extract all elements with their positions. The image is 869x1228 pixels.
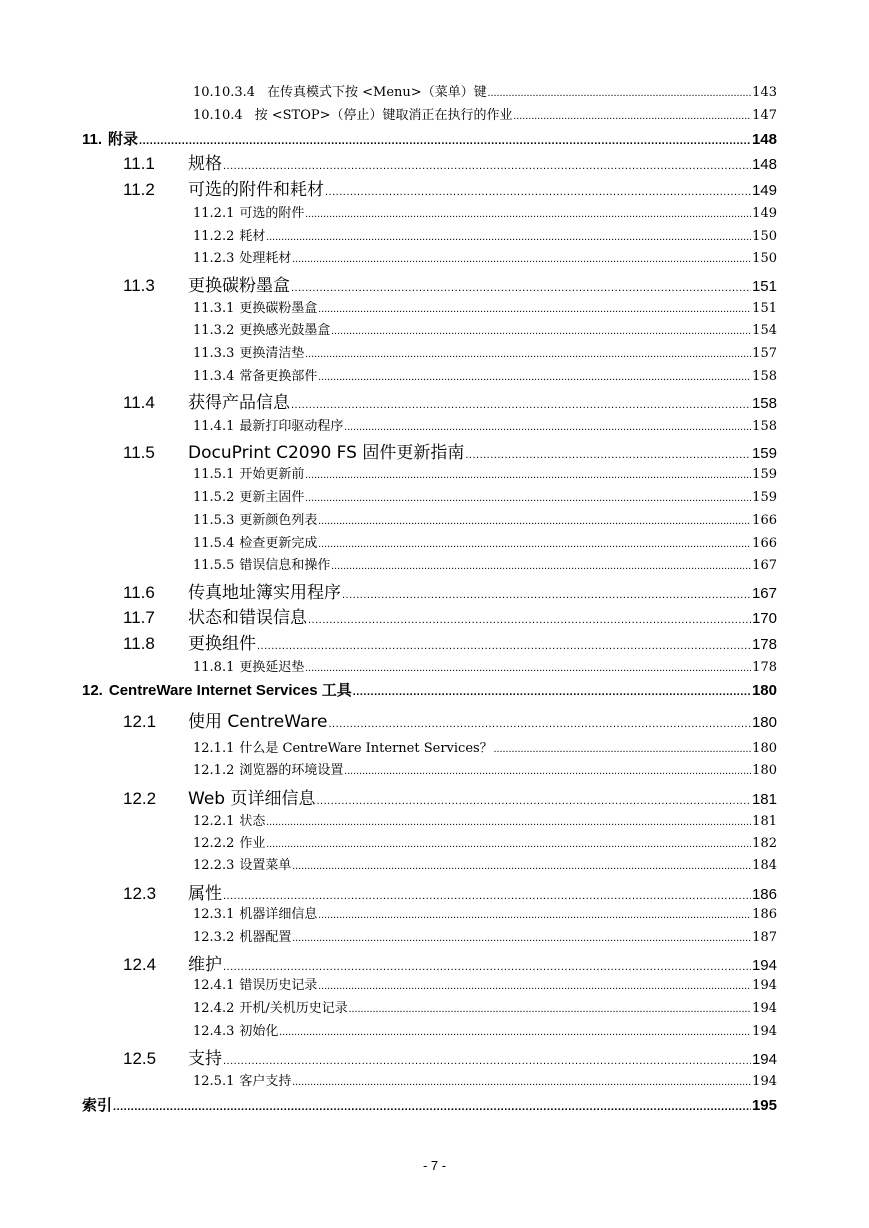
toc-entry-title: 耗材 (239, 229, 266, 244)
toc-entry-title: 在传真模式下按 <Menu>（菜单）键 (267, 85, 487, 100)
toc-entry-number: 12.1 (123, 712, 157, 731)
toc-entry[interactable] (193, 1023, 777, 1041)
dot-leader (223, 152, 751, 176)
toc-entry-title: 什么是 CentreWare Internet Services？ (239, 741, 493, 756)
dot-leader (318, 512, 751, 530)
dot-leader (113, 1096, 751, 1116)
toc-entry-page-number: 148 (751, 131, 777, 148)
dot-leader (279, 1023, 751, 1041)
toc-entry-page-number: 157 (752, 346, 777, 361)
toc-entry-page-number: 194 (752, 1001, 777, 1016)
dot-leader (465, 441, 751, 465)
toc-entry-page-number: 186 (752, 907, 777, 922)
toc-entry-title: 获得产品信息 (188, 393, 290, 413)
toc-entry-title: 更换清洁垫 (239, 346, 305, 361)
toc-entry-number: 12.2.3 (193, 858, 235, 873)
toc-entry-title: 更新主固件 (239, 490, 305, 505)
toc-entry-page-number: 150 (752, 251, 777, 266)
toc-entry-page-number: 178 (752, 660, 777, 675)
toc-entry[interactable] (123, 581, 777, 605)
toc-entry[interactable] (193, 1000, 777, 1018)
dot-leader (305, 205, 751, 223)
toc-entry-number: 11.2.1 (193, 206, 235, 221)
dot-leader (318, 300, 751, 318)
dot-leader (349, 1000, 751, 1018)
toc-entry[interactable] (123, 632, 777, 656)
toc-entry-title: 更换碳粉墨盒 (239, 301, 318, 316)
toc-entry-page-number: 158 (751, 395, 777, 412)
toc-entry-page-number: 170 (751, 610, 777, 627)
toc-entry[interactable] (123, 606, 777, 630)
dot-leader (223, 882, 751, 906)
page-number-footer: - 7 - (422, 1158, 447, 1173)
toc-entry-number: 11.8.1 (193, 660, 235, 675)
toc-entry-number: 12. (82, 682, 103, 699)
toc-entry-page-number: 159 (751, 445, 777, 462)
toc-entry[interactable] (193, 929, 777, 947)
dot-leader (328, 710, 751, 734)
toc-entry[interactable] (193, 906, 777, 924)
dot-leader (488, 84, 751, 102)
toc-entry-number: 12.4.2 (193, 1001, 235, 1016)
toc-entry[interactable] (123, 710, 777, 734)
dot-leader (344, 762, 751, 780)
toc-entry-page-number: 151 (751, 278, 777, 295)
toc-entry[interactable] (123, 787, 777, 811)
toc-entry[interactable] (193, 813, 777, 831)
toc-entry-number: 11.2 (123, 180, 155, 199)
toc-entry-page-number: 151 (752, 301, 777, 316)
dot-leader (318, 906, 751, 924)
toc-entry-number: 12.2 (123, 789, 157, 808)
dot-leader (292, 1073, 751, 1091)
toc-entry-number: 10.10.3.4 (193, 85, 256, 100)
toc-entry[interactable] (193, 762, 777, 780)
toc-entry-number: 11.5.2 (193, 490, 235, 505)
toc-entry-number: 11.3.3 (193, 346, 235, 361)
toc-entry-page-number: 194 (751, 957, 777, 974)
dot-leader (316, 787, 751, 811)
toc-entry[interactable] (193, 489, 777, 507)
toc-entry-title: 错误信息和操作 (239, 558, 331, 573)
toc-entry-title: 设置菜单 (239, 858, 292, 873)
toc-entry[interactable] (123, 1047, 777, 1071)
toc-entry-title: 更换组件 (188, 634, 256, 654)
toc-entry-title: Web 页详细信息 (188, 789, 316, 809)
dot-leader (318, 977, 751, 995)
toc-entry[interactable] (193, 857, 777, 875)
toc-entry-number: 12.2.1 (193, 814, 235, 829)
toc-entry[interactable] (193, 835, 777, 853)
toc-entry-title: 常备更换部件 (239, 369, 318, 384)
toc-entry-title: 可选的附件 (239, 206, 305, 221)
toc-entry[interactable] (123, 882, 777, 906)
toc-entry-page-number: 180 (751, 714, 777, 731)
toc-entry-number: 11.5.5 (193, 558, 235, 573)
toc-entry[interactable] (193, 466, 777, 484)
toc-entry-title: 处理耗材 (239, 251, 292, 266)
toc-entry-page-number: 194 (752, 1024, 777, 1039)
toc-entry-page-number: 149 (752, 206, 777, 221)
toc-entry[interactable] (193, 659, 777, 677)
toc-entry[interactable] (193, 368, 777, 386)
toc-entry-title: 机器配置 (239, 930, 292, 945)
toc-entry-number: 11.4 (123, 393, 155, 412)
toc-entry-number: 11. (82, 131, 103, 148)
dot-leader (318, 368, 751, 386)
toc-entry[interactable] (193, 535, 777, 553)
toc-entry-page-number: 184 (752, 858, 777, 873)
toc-entry-title: 开机/关机历史记录 (239, 1001, 348, 1016)
toc-entry-title: 更换延迟垫 (239, 660, 305, 675)
toc-entry-title: 开始更新前 (239, 467, 305, 482)
toc-entry[interactable] (193, 250, 777, 268)
dot-leader (223, 1047, 751, 1071)
toc-entry[interactable] (123, 178, 777, 202)
dot-leader (305, 659, 751, 677)
toc-entry-page-number: 194 (752, 978, 777, 993)
toc-entry-number: 12.3.1 (193, 907, 235, 922)
toc-entry[interactable] (193, 322, 777, 340)
dot-leader (331, 322, 751, 340)
toc-entry-title: 状态和错误信息 (188, 608, 307, 628)
dot-leader (318, 535, 751, 553)
toc-entry-page-number: 159 (752, 467, 777, 482)
toc-entry[interactable] (123, 152, 777, 176)
toc-entry-title: 初始化 (239, 1024, 279, 1039)
toc-entry-page-number: 194 (751, 1051, 777, 1068)
dot-leader (514, 107, 752, 125)
toc-entry-number: 11.6 (123, 583, 155, 602)
toc-entry-number: 11.5.3 (193, 513, 235, 528)
dot-leader (291, 274, 751, 298)
toc-entry-page-number: 182 (752, 836, 777, 851)
toc-entry-number: 12.4 (123, 955, 157, 974)
toc-entry[interactable] (193, 977, 777, 995)
toc-entry-page-number: 149 (751, 182, 777, 199)
dot-leader (331, 557, 751, 575)
toc-entry-title: 更新颜色列表 (239, 513, 318, 528)
dot-leader (342, 581, 751, 605)
dot-leader (292, 857, 751, 875)
toc-entry-number: 11.5.1 (193, 467, 235, 482)
toc-entry-page-number: 148 (751, 156, 777, 173)
dot-leader (494, 740, 751, 758)
toc-entry-page-number: 167 (752, 558, 777, 573)
dot-leader (291, 391, 751, 415)
toc-entry[interactable] (193, 345, 777, 363)
toc-entry-number: 12.1.1 (193, 741, 235, 756)
toc-entry-title: 属性 (188, 884, 222, 904)
toc-entry-number: 11.3.4 (193, 369, 235, 384)
toc-entry-number: 12.5 (123, 1049, 157, 1068)
toc-entry-page-number: 159 (752, 490, 777, 505)
toc-entry-number: 10.10.4 (193, 108, 243, 123)
toc-entry[interactable] (193, 740, 777, 758)
toc-entry-title: CentreWare Internet Services 工具 (108, 682, 352, 699)
toc-entry-page-number: 180 (752, 741, 777, 756)
dot-leader (308, 606, 751, 630)
toc-entry[interactable] (193, 205, 777, 223)
toc-entry-title: 按 <STOP>（停止）键取消正在执行的作业 (254, 108, 513, 123)
toc-entry-page-number: 143 (752, 85, 777, 100)
toc-entry-number: 11.3.2 (193, 323, 235, 338)
toc-entry-page-number: 178 (751, 636, 777, 653)
toc-entry-number: 11.4.1 (193, 419, 235, 434)
toc-entry-page-number: 158 (752, 369, 777, 384)
dot-leader (305, 466, 751, 484)
toc-entry-number: 12.3 (123, 884, 157, 903)
toc-entry[interactable] (193, 300, 777, 318)
toc-entry[interactable] (82, 681, 777, 701)
toc-entry-title: 支持 (188, 1049, 222, 1069)
toc-entry[interactable] (193, 107, 777, 125)
toc-entry-number: 11.3.1 (193, 301, 235, 316)
toc-entry-number: 12.1.2 (193, 763, 235, 778)
toc-entry-number: 12.4.3 (193, 1024, 235, 1039)
toc-entry-page-number: 150 (752, 229, 777, 244)
toc-entry-title: 作业 (239, 836, 266, 851)
toc-entry-title: 机器详细信息 (239, 907, 318, 922)
toc-entry-number: 11.2.2 (193, 229, 235, 244)
toc-entry-number: 12.2.2 (193, 836, 235, 851)
toc-entry[interactable] (123, 953, 777, 977)
toc-entry[interactable] (193, 418, 777, 436)
toc-entry-number: 11.1 (123, 154, 155, 173)
toc-entry[interactable] (193, 557, 777, 575)
dot-leader (305, 345, 751, 363)
toc-entry-title: 浏览器的环境设置 (239, 763, 344, 778)
toc-entry-page-number: 195 (751, 1097, 777, 1114)
toc-entry-page-number: 154 (752, 323, 777, 338)
toc-entry[interactable] (82, 130, 777, 150)
dot-leader (353, 681, 751, 701)
toc-entry-number: 12.3.2 (193, 930, 235, 945)
toc-entry[interactable] (123, 391, 777, 415)
dot-leader (257, 632, 751, 656)
toc-entry[interactable] (193, 512, 777, 530)
dot-leader (139, 130, 751, 150)
toc-entry-page-number: 186 (751, 886, 777, 903)
toc-entry-title: 附录 (108, 131, 139, 148)
toc-entry-page-number: 147 (752, 108, 777, 123)
toc-entry-title: 错误历史记录 (239, 978, 318, 993)
toc-entry[interactable] (193, 228, 777, 246)
toc-entry-title: 客户支持 (239, 1074, 292, 1089)
toc-entry-title: 最新打印驱动程序 (239, 419, 344, 434)
toc-entry-page-number: 166 (752, 513, 777, 528)
toc-entry-title: DocuPrint C2090 FS 固件更新指南 (188, 443, 465, 463)
toc-entry-page-number: 180 (752, 763, 777, 778)
dot-leader (223, 953, 751, 977)
toc-entry-number: 11.7 (123, 608, 155, 627)
toc-entry-number: 12.4.1 (193, 978, 235, 993)
toc-entry-page-number: 181 (751, 791, 777, 808)
dot-leader (292, 929, 751, 947)
toc-entry[interactable] (123, 274, 777, 298)
toc-entry-title: 状态 (239, 814, 266, 829)
toc-entry-number: 12.5.1 (193, 1074, 235, 1089)
toc-entry-page-number: 167 (751, 585, 777, 602)
toc-entry-page-number: 187 (752, 930, 777, 945)
dot-leader (305, 489, 751, 507)
toc-entry-title: 维护 (188, 955, 222, 975)
toc-entry-page-number: 166 (752, 536, 777, 551)
toc-entry-page-number: 194 (752, 1074, 777, 1089)
toc-entry-number: 11.2.3 (193, 251, 235, 266)
toc-entry-title: 更换感光鼓墨盒 (239, 323, 331, 338)
dot-leader (325, 178, 751, 202)
toc-entry[interactable] (193, 84, 777, 102)
toc-entry-number: 11.5.4 (193, 536, 235, 551)
toc-entry[interactable] (82, 1096, 777, 1116)
dot-leader (344, 418, 751, 436)
dot-leader (266, 228, 751, 246)
toc-entry[interactable] (123, 441, 777, 465)
toc-entry-number: 11.3 (123, 276, 155, 295)
toc-entry-title: 更换碳粉墨盒 (188, 276, 290, 296)
toc-entry[interactable] (193, 1073, 777, 1091)
toc-entry-number: 11.5 (123, 443, 155, 462)
dot-leader (266, 835, 751, 853)
toc-entry-page-number: 158 (752, 419, 777, 434)
dot-leader (292, 250, 751, 268)
toc-entry-title: 可选的附件和耗材 (188, 180, 324, 200)
toc-entry-title: 检查更新完成 (239, 536, 318, 551)
toc-entry-title: 索引 (82, 1097, 113, 1114)
toc-entry-title: 使用 CentreWare (188, 712, 328, 732)
toc-entry-number: 11.8 (123, 634, 155, 653)
toc-entry-page-number: 181 (752, 814, 777, 829)
dot-leader (266, 813, 751, 831)
toc-entry-title: 规格 (188, 154, 222, 174)
toc-entry-title: 传真地址簿实用程序 (188, 583, 341, 603)
toc-entry-page-number: 180 (751, 682, 777, 699)
